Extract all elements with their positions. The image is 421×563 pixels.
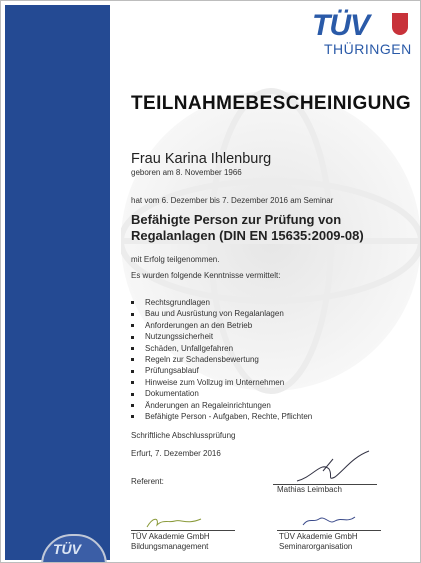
blue-side-bar	[5, 5, 110, 560]
list-item: Schäden, Unfallgefahren	[131, 343, 312, 354]
bullet-icon	[131, 381, 134, 384]
bullet-icon	[131, 301, 134, 304]
bullet-icon	[131, 324, 134, 327]
list-item: Befähigte Person - Aufgaben, Rechte, Pflichten	[131, 411, 312, 422]
list-item: Bau und Ausrüstung von Regalanlagen	[131, 308, 312, 319]
exam-text: Schriftliche Abschlussprüfung	[131, 431, 236, 440]
bullet-icon	[131, 415, 134, 418]
tuv-thueringen-logo	[310, 9, 412, 59]
crest-icon	[392, 13, 408, 35]
list-item: Hinweise zum Vollzug im Unternehmen	[131, 377, 312, 388]
left-signature	[145, 513, 205, 531]
bullet-icon	[131, 336, 134, 339]
logo-region: THÜRINGEN	[324, 41, 412, 57]
referent-label: Referent:	[131, 477, 164, 486]
topic-list	[131, 297, 312, 422]
referent-name: Mathias Leimbach	[277, 485, 342, 494]
list-item: Prüfungsablauf	[131, 365, 312, 376]
right-signature-dept: Seminarorganisation	[279, 542, 353, 551]
list-item: Nutzungssicherheit	[131, 331, 312, 342]
left-signature-org: TÜV Akademie GmbH	[131, 532, 210, 541]
knowledge-intro: Es wurden folgende Kenntnisse vermittelt:	[131, 271, 281, 280]
seminar-dates: hat vom 6. Dezember bis 7. Dezember 2016 am Seminar	[131, 196, 334, 205]
list-item: Änderungen an Regaleinrichtungen	[131, 400, 312, 411]
course-title-line1: Befähigte Person zur Prüfung von	[131, 212, 342, 227]
seal-text: TÜV	[53, 541, 81, 557]
course-title	[131, 212, 411, 244]
bullet-icon	[131, 370, 134, 373]
right-signature-line	[277, 530, 381, 531]
bullet-icon	[131, 313, 134, 316]
list-item: Regeln zur Schadensbewertung	[131, 354, 312, 365]
left-signature-dept: Bildungsmanagement	[131, 542, 209, 551]
list-item: Dokumentation	[131, 388, 312, 399]
referent-signature	[293, 447, 373, 487]
right-signature	[301, 513, 357, 529]
list-item: Rechtsgrundlagen	[131, 297, 312, 308]
birth-date: geboren am 8. November 1966	[131, 168, 242, 177]
bullet-icon	[131, 393, 134, 396]
bullet-icon	[131, 404, 134, 407]
bullet-icon	[131, 347, 134, 350]
list-item: Anforderungen an den Betrieb	[131, 320, 312, 331]
certificate-title: TEILNAHMEBESCHEINIGUNG	[131, 93, 412, 114]
success-text: mit Erfolg teilgenommen.	[131, 255, 220, 264]
course-title-line2: Regalanlagen (DIN EN 15635:2009-08)	[131, 228, 364, 243]
place-date: Erfurt, 7. Dezember 2016	[131, 449, 221, 458]
logo-brand: TÜV	[312, 9, 369, 42]
participant-name: Frau Karina Ihlenburg	[131, 151, 272, 167]
left-signature-line	[131, 530, 235, 531]
right-signature-org: TÜV Akademie GmbH	[279, 532, 358, 541]
bullet-icon	[131, 358, 134, 361]
